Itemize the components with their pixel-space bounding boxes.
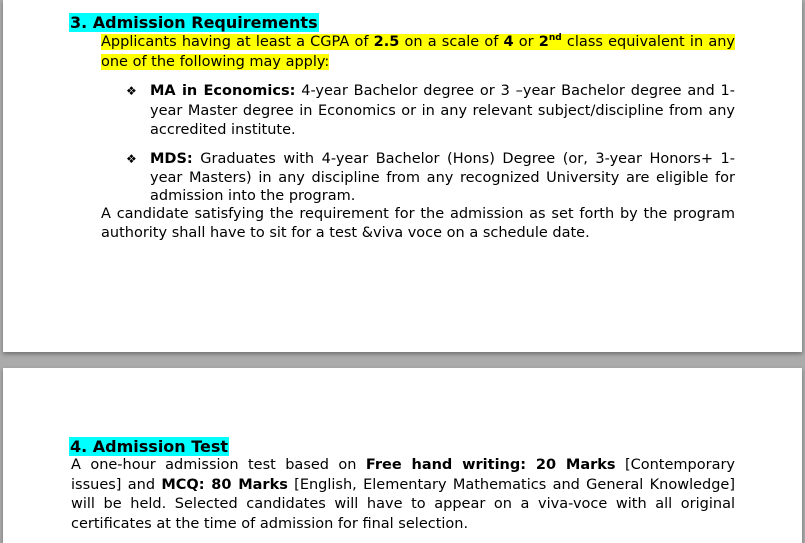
- intro-text-4: class equivalent in any one of the following may apply:: [101, 34, 735, 70]
- bullet-title: MDS:: [150, 151, 193, 167]
- bullet-diamond-icon: ❖: [126, 84, 137, 98]
- test-text-3: [English, Elementary Mathematics and General Knowledge] will be held. Selected candidates will have to appear on a viva-voce with all original certificates at the time of admission for final selection.: [71, 476, 735, 532]
- scale-value: 4: [503, 34, 514, 50]
- section-3-intro: [101, 33, 735, 72]
- test-text-2: [Contemporary issues] and: [71, 457, 735, 493]
- section-3-heading: 3. Admission Requirements: [70, 13, 318, 32]
- intro-text-3: or: [513, 34, 539, 50]
- bullet-ma-economics: [150, 82, 735, 141]
- document-page-1: [3, 0, 802, 352]
- section-4-body: [71, 456, 735, 534]
- bullet-diamond-icon: ❖: [126, 152, 137, 166]
- bullet-text: 4-year Bachelor degree or 3 –year Bachelor degree and 1-year Master degree in Economics or in any relevant subject/discipline from any accredited institute.: [150, 83, 735, 138]
- bullet-text: Graduates with 4-year Bachelor (Hons) Degree (or, 3-year Honors+ 1-year Masters) in any discipline from any recognized University are eligible for admission into the program.: [150, 151, 735, 204]
- intro-text-2: on a scale of: [399, 34, 504, 50]
- document-page-2: [3, 368, 802, 543]
- test-text-1: A one-hour admission test based on: [71, 457, 366, 473]
- bullet-mds: [150, 150, 735, 206]
- class-suffix: nd: [548, 33, 562, 43]
- bullet-title: MA in Economics:: [150, 83, 296, 99]
- free-hand-writing-marks: Free hand writing: 20 Marks: [365, 457, 616, 473]
- mcq-marks: MCQ: 80 Marks: [161, 476, 288, 493]
- intro-highlight: [101, 34, 735, 70]
- intro-text-1: Applicants having at least a CGPA of: [101, 34, 374, 50]
- cgpa-value: 2.5: [373, 34, 400, 50]
- section-3-closing: A candidate satisfying the requirement for the admission as set forth by the program authority shall have to sit for a test &viva voce on a schedule date.: [101, 206, 735, 241]
- class-number: 2: [538, 34, 549, 50]
- section-4-heading: 4. Admission Test: [70, 437, 229, 456]
